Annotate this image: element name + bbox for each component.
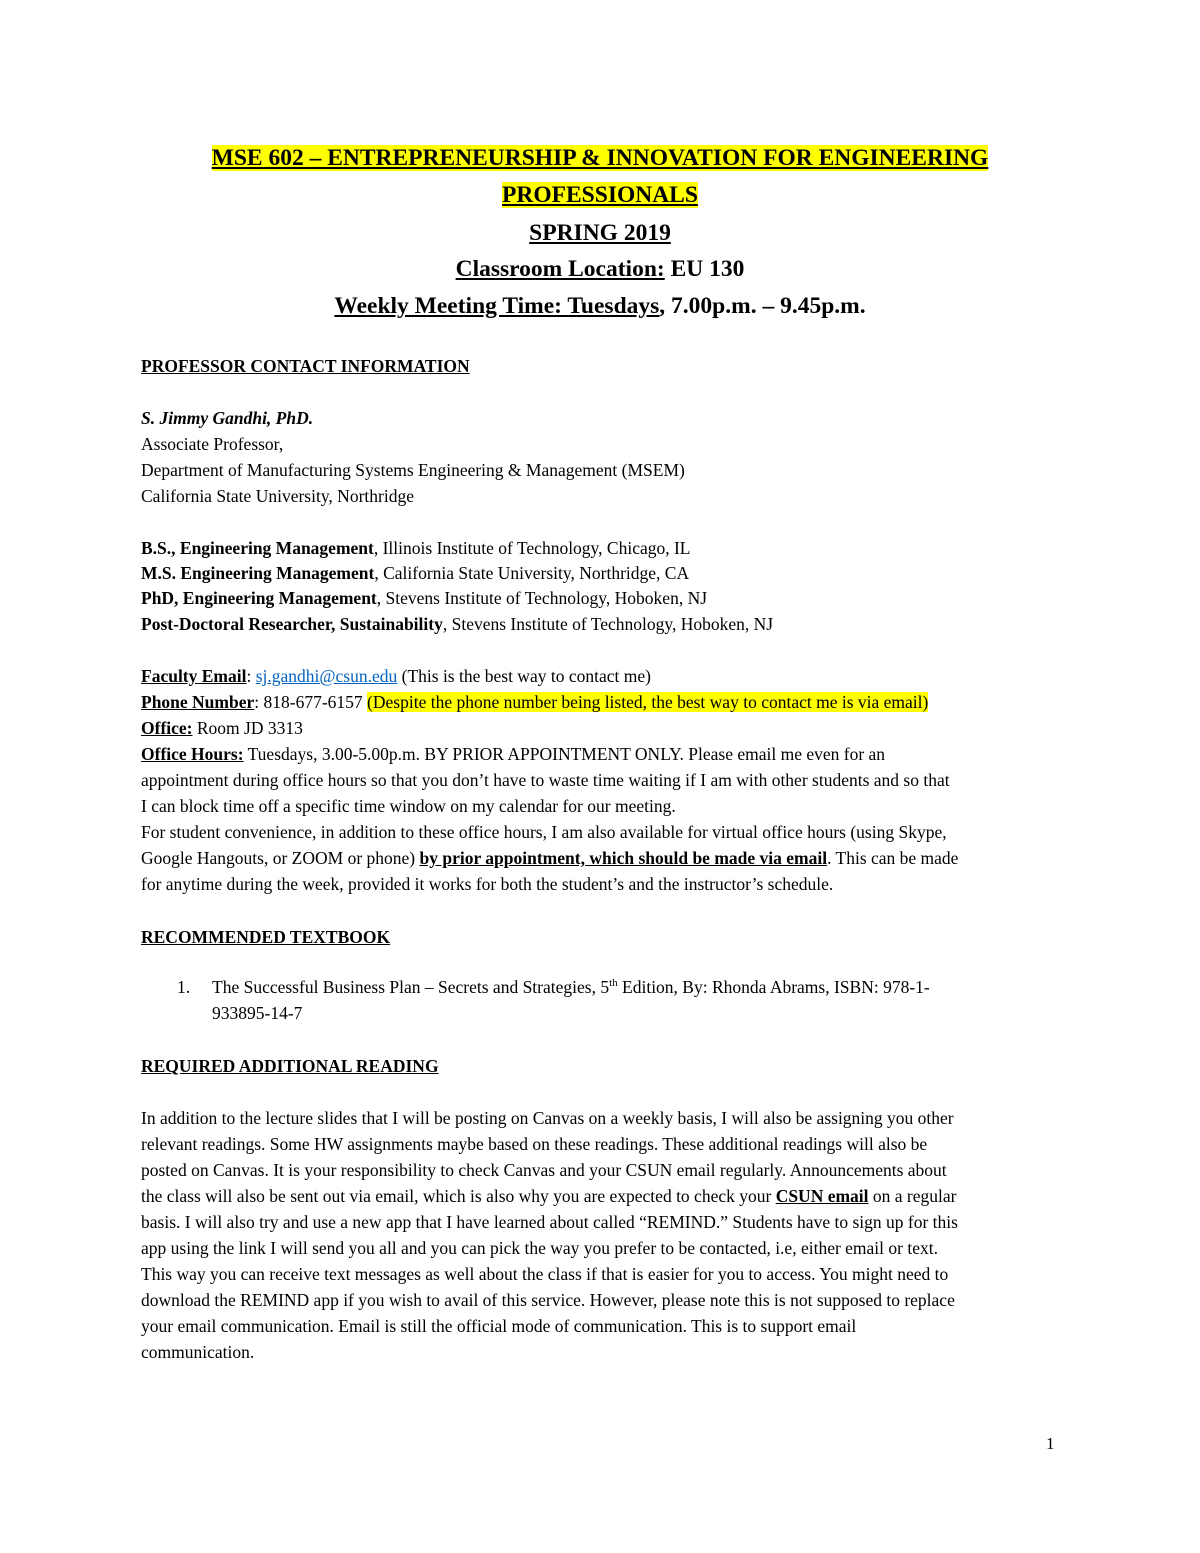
meeting-time	[0, 292, 1200, 320]
phone-note: (Despite the phone number being listed, the best way to contact me is via email)	[367, 692, 929, 712]
location-label: Classroom Location:	[455, 256, 665, 282]
classroom-location	[0, 255, 1200, 283]
email-label: Faculty Email	[141, 666, 247, 686]
email-link[interactable]: sj.gandhi@csun.edu	[255, 666, 398, 686]
office-line: Office: Room JD 3313	[141, 718, 303, 738]
degree-line: PhD, Engineering Management, Stevens Institute of Technology, Hoboken, NJ	[141, 588, 708, 608]
reading-text: basis. I will also try and use a new app that I have learned about called “REMIND.” Students have to sign up for this	[141, 1212, 958, 1232]
degree-line: Post-Doctoral Researcher, Sustainability, Stevens Institute of Technology, Hoboken, NJ	[141, 614, 774, 634]
office-hours-text: I can block time off a specific time window on my calendar for our meeting.	[141, 796, 676, 816]
semester: SPRING 2019	[529, 220, 671, 246]
professor-university: California State University, Northridge	[141, 486, 414, 506]
reading-heading: REQUIRED ADDITIONAL READING	[141, 1056, 439, 1076]
meeting-label: Weekly Meeting Time: Tuesdays	[334, 293, 660, 319]
reading-text: relevant readings. Some HW assignments maybe based on these readings. These additional readings will also be	[141, 1134, 928, 1154]
csun-email-emphasis: CSUN email	[775, 1186, 869, 1206]
textbook-item: The Successful Business Plan – Secrets and Strategies, 5th Edition, By: Rhonda Abrams, ISBN: 978-1-	[212, 977, 930, 997]
phone-line: Phone Number: 818-677-6157 (Despite the phone number being listed, the best way to contact me is via email)	[141, 692, 929, 712]
virtual-hours-text: For student convenience, in addition to these office hours, I am also available for virtual office hours (using Skype,	[141, 822, 947, 842]
professor-department: Department of Manufacturing Systems Engineering & Management (MSEM)	[141, 460, 685, 480]
list-number: 1.	[177, 977, 191, 997]
course-title-line2: PROFESSIONALS	[502, 182, 698, 208]
reading-text: communication.	[141, 1342, 255, 1362]
reading-text: posted on Canvas. It is your responsibility to check Canvas and your CSUN email regularly. Announcements about	[141, 1160, 947, 1180]
contact-heading: PROFESSOR CONTACT INFORMATION	[141, 356, 470, 376]
phone-label: Phone Number	[141, 692, 255, 712]
meeting-value: , 7.00p.m. – 9.45p.m.	[659, 293, 866, 319]
reading-text: This way you can receive text messages as well about the class if that is easier for you to access. You might need to	[141, 1264, 949, 1284]
faculty-email-line: Faculty Email: sj.gandhi@csun.edu (This is the best way to contact me)	[141, 666, 651, 686]
office-hours-label: Office Hours:	[141, 744, 244, 764]
page-number: 1	[1046, 1434, 1055, 1453]
reading-text: your email communication. Email is still the official mode of communication. This is to support email	[141, 1316, 857, 1336]
professor-name: S. Jimmy Gandhi, PhD.	[141, 408, 314, 428]
virtual-hours-text: Google Hangouts, or ZOOM or phone) by prior appointment, which should be made via email. This can be made	[141, 848, 959, 868]
virtual-hours-text: for anytime during the week, provided it works for both the student’s and the instructor’s schedule.	[141, 874, 834, 894]
appointment-emphasis: by prior appointment, which should be made via email	[419, 848, 828, 868]
textbook-heading: RECOMMENDED TEXTBOOK	[141, 927, 391, 947]
textbook-item-cont: 933895-14-7	[212, 1003, 303, 1023]
office-hours-text: appointment during office hours so that you don’t have to waste time waiting if I am with other students and so that	[141, 770, 950, 790]
office-hours-line: Office Hours: Tuesdays, 3.00-5.00p.m. BY PRIOR APPOINTMENT ONLY. Please email me even for an	[141, 744, 886, 764]
degree-line: M.S. Engineering Management, California State University, Northridge, CA	[141, 563, 690, 583]
professor-position: Associate Professor,	[141, 434, 284, 454]
office-label: Office:	[141, 718, 193, 738]
reading-text: download the REMIND app if you wish to avail of this service. However, please note this is not supposed to replace	[141, 1290, 955, 1310]
location-value: EU 130	[664, 256, 745, 282]
course-title-line1: MSE 602 – ENTREPRENEURSHIP & INNOVATION FOR ENGINEERING	[211, 145, 989, 171]
degree-line: B.S., Engineering Management, Illinois Institute of Technology, Chicago, IL	[141, 538, 691, 558]
reading-text: the class will also be sent out via email, which is also why you are expected to check your CSUN email on a regular	[141, 1186, 957, 1206]
reading-text: app using the link I will send you all and you can pick the way you prefer to be contacted, i.e, either email or text.	[141, 1238, 938, 1258]
reading-text: In addition to the lecture slides that I will be posting on Canvas on a weekly basis, I will also be assigning you other	[141, 1108, 954, 1128]
